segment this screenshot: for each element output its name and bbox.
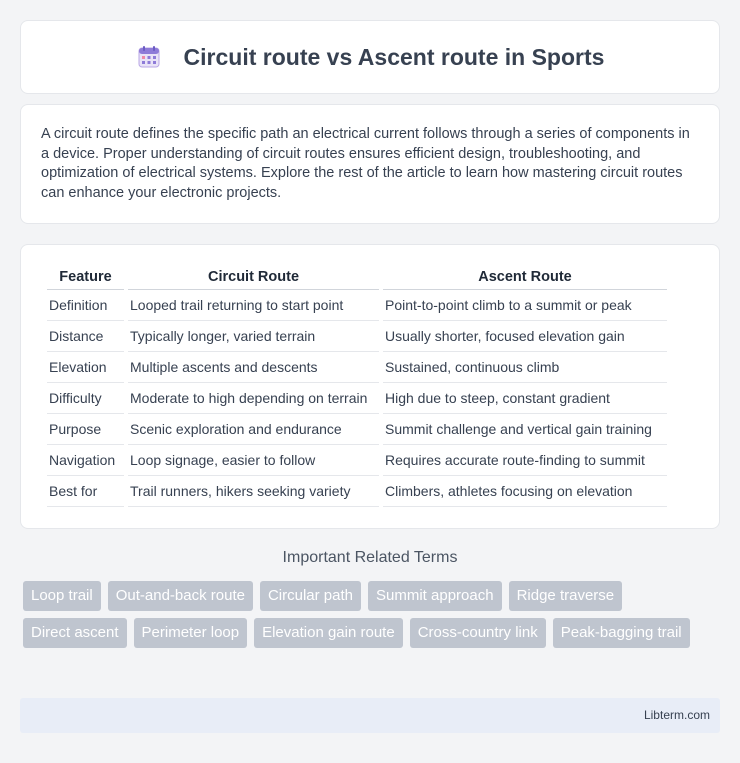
term-tag-ridge-traverse[interactable]: Ridge traverse [509, 581, 623, 611]
term-tag-cross-country-link[interactable]: Cross-country link [410, 618, 546, 648]
comparison-table [43, 265, 671, 507]
comparison-table-card [20, 244, 720, 529]
calendar-icon [136, 44, 162, 70]
table-cell: High due to steep, constant gradient [383, 383, 667, 414]
table-cell: Summit challenge and vertical gain training [383, 414, 667, 445]
table-cell: Requires accurate route-finding to summit [383, 445, 667, 476]
table-cell: Difficulty [47, 383, 124, 414]
table-cell: Trail runners, hikers seeking variety [128, 476, 379, 507]
table-cell: Definition [47, 290, 124, 321]
term-tag-direct-ascent[interactable]: Direct ascent [23, 618, 127, 648]
table-row [47, 321, 667, 352]
footer-site-link[interactable]: Libterm.com [643, 708, 710, 722]
table-cell: Distance [47, 321, 124, 352]
table-row [47, 352, 667, 383]
table-cell: Point-to-point climb to a summit or peak [383, 290, 667, 321]
table-cell: Navigation [47, 445, 124, 476]
table-cell: Looped trail returning to start point [128, 290, 379, 321]
column-header-ascent-route: Ascent Route [383, 265, 667, 290]
table-cell: Scenic exploration and endurance [128, 414, 379, 445]
table-cell: Purpose [47, 414, 124, 445]
related-terms-heading: Important Related Terms [282, 549, 458, 566]
table-row [47, 383, 667, 414]
term-tag-perimeter-loop[interactable]: Perimeter loop [134, 618, 248, 648]
related-terms-list [23, 581, 723, 655]
term-tag-out-and-back-route[interactable]: Out-and-back route [108, 581, 253, 611]
table-row [47, 445, 667, 476]
table-row [47, 290, 667, 321]
table-row [47, 476, 667, 507]
column-header-circuit-route: Circuit Route [128, 265, 379, 290]
table-cell: Loop signage, easier to follow [128, 445, 379, 476]
table-header-row [47, 265, 667, 290]
term-tag-loop-trail[interactable]: Loop trail [23, 581, 101, 611]
header-card [20, 20, 720, 94]
term-tag-summit-approach[interactable]: Summit approach [368, 581, 502, 611]
column-header-feature: Feature [47, 265, 124, 290]
table-cell: Elevation [47, 352, 124, 383]
term-tag-circular-path[interactable]: Circular path [260, 581, 361, 611]
table-cell: Moderate to high depending on terrain [128, 383, 379, 414]
term-tag-peak-bagging-trail[interactable]: Peak-bagging trail [553, 618, 690, 648]
page-title: Circuit route vs Ascent route in Sports [183, 43, 605, 70]
table-cell: Multiple ascents and descents [128, 352, 379, 383]
table-row [47, 414, 667, 445]
table-cell: Typically longer, varied terrain [128, 321, 379, 352]
term-tag-elevation-gain-route[interactable]: Elevation gain route [254, 618, 403, 648]
table-cell: Best for [47, 476, 124, 507]
intro-card [20, 104, 720, 224]
table-cell: Sustained, continuous climb [383, 352, 667, 383]
table-cell: Climbers, athletes focusing on elevation [383, 476, 667, 507]
footer [20, 698, 720, 733]
table-cell: Usually shorter, focused elevation gain [383, 321, 667, 352]
intro-text: A circuit route defines the specific path an electrical current follows through a series of components in a device. Proper understanding of circuit routes ensures efficient design, troubleshooting, and optimization of electrical systems. Explore the rest of the article to learn how mastering circuit routes can enhance your electronic projects. [41, 126, 690, 201]
